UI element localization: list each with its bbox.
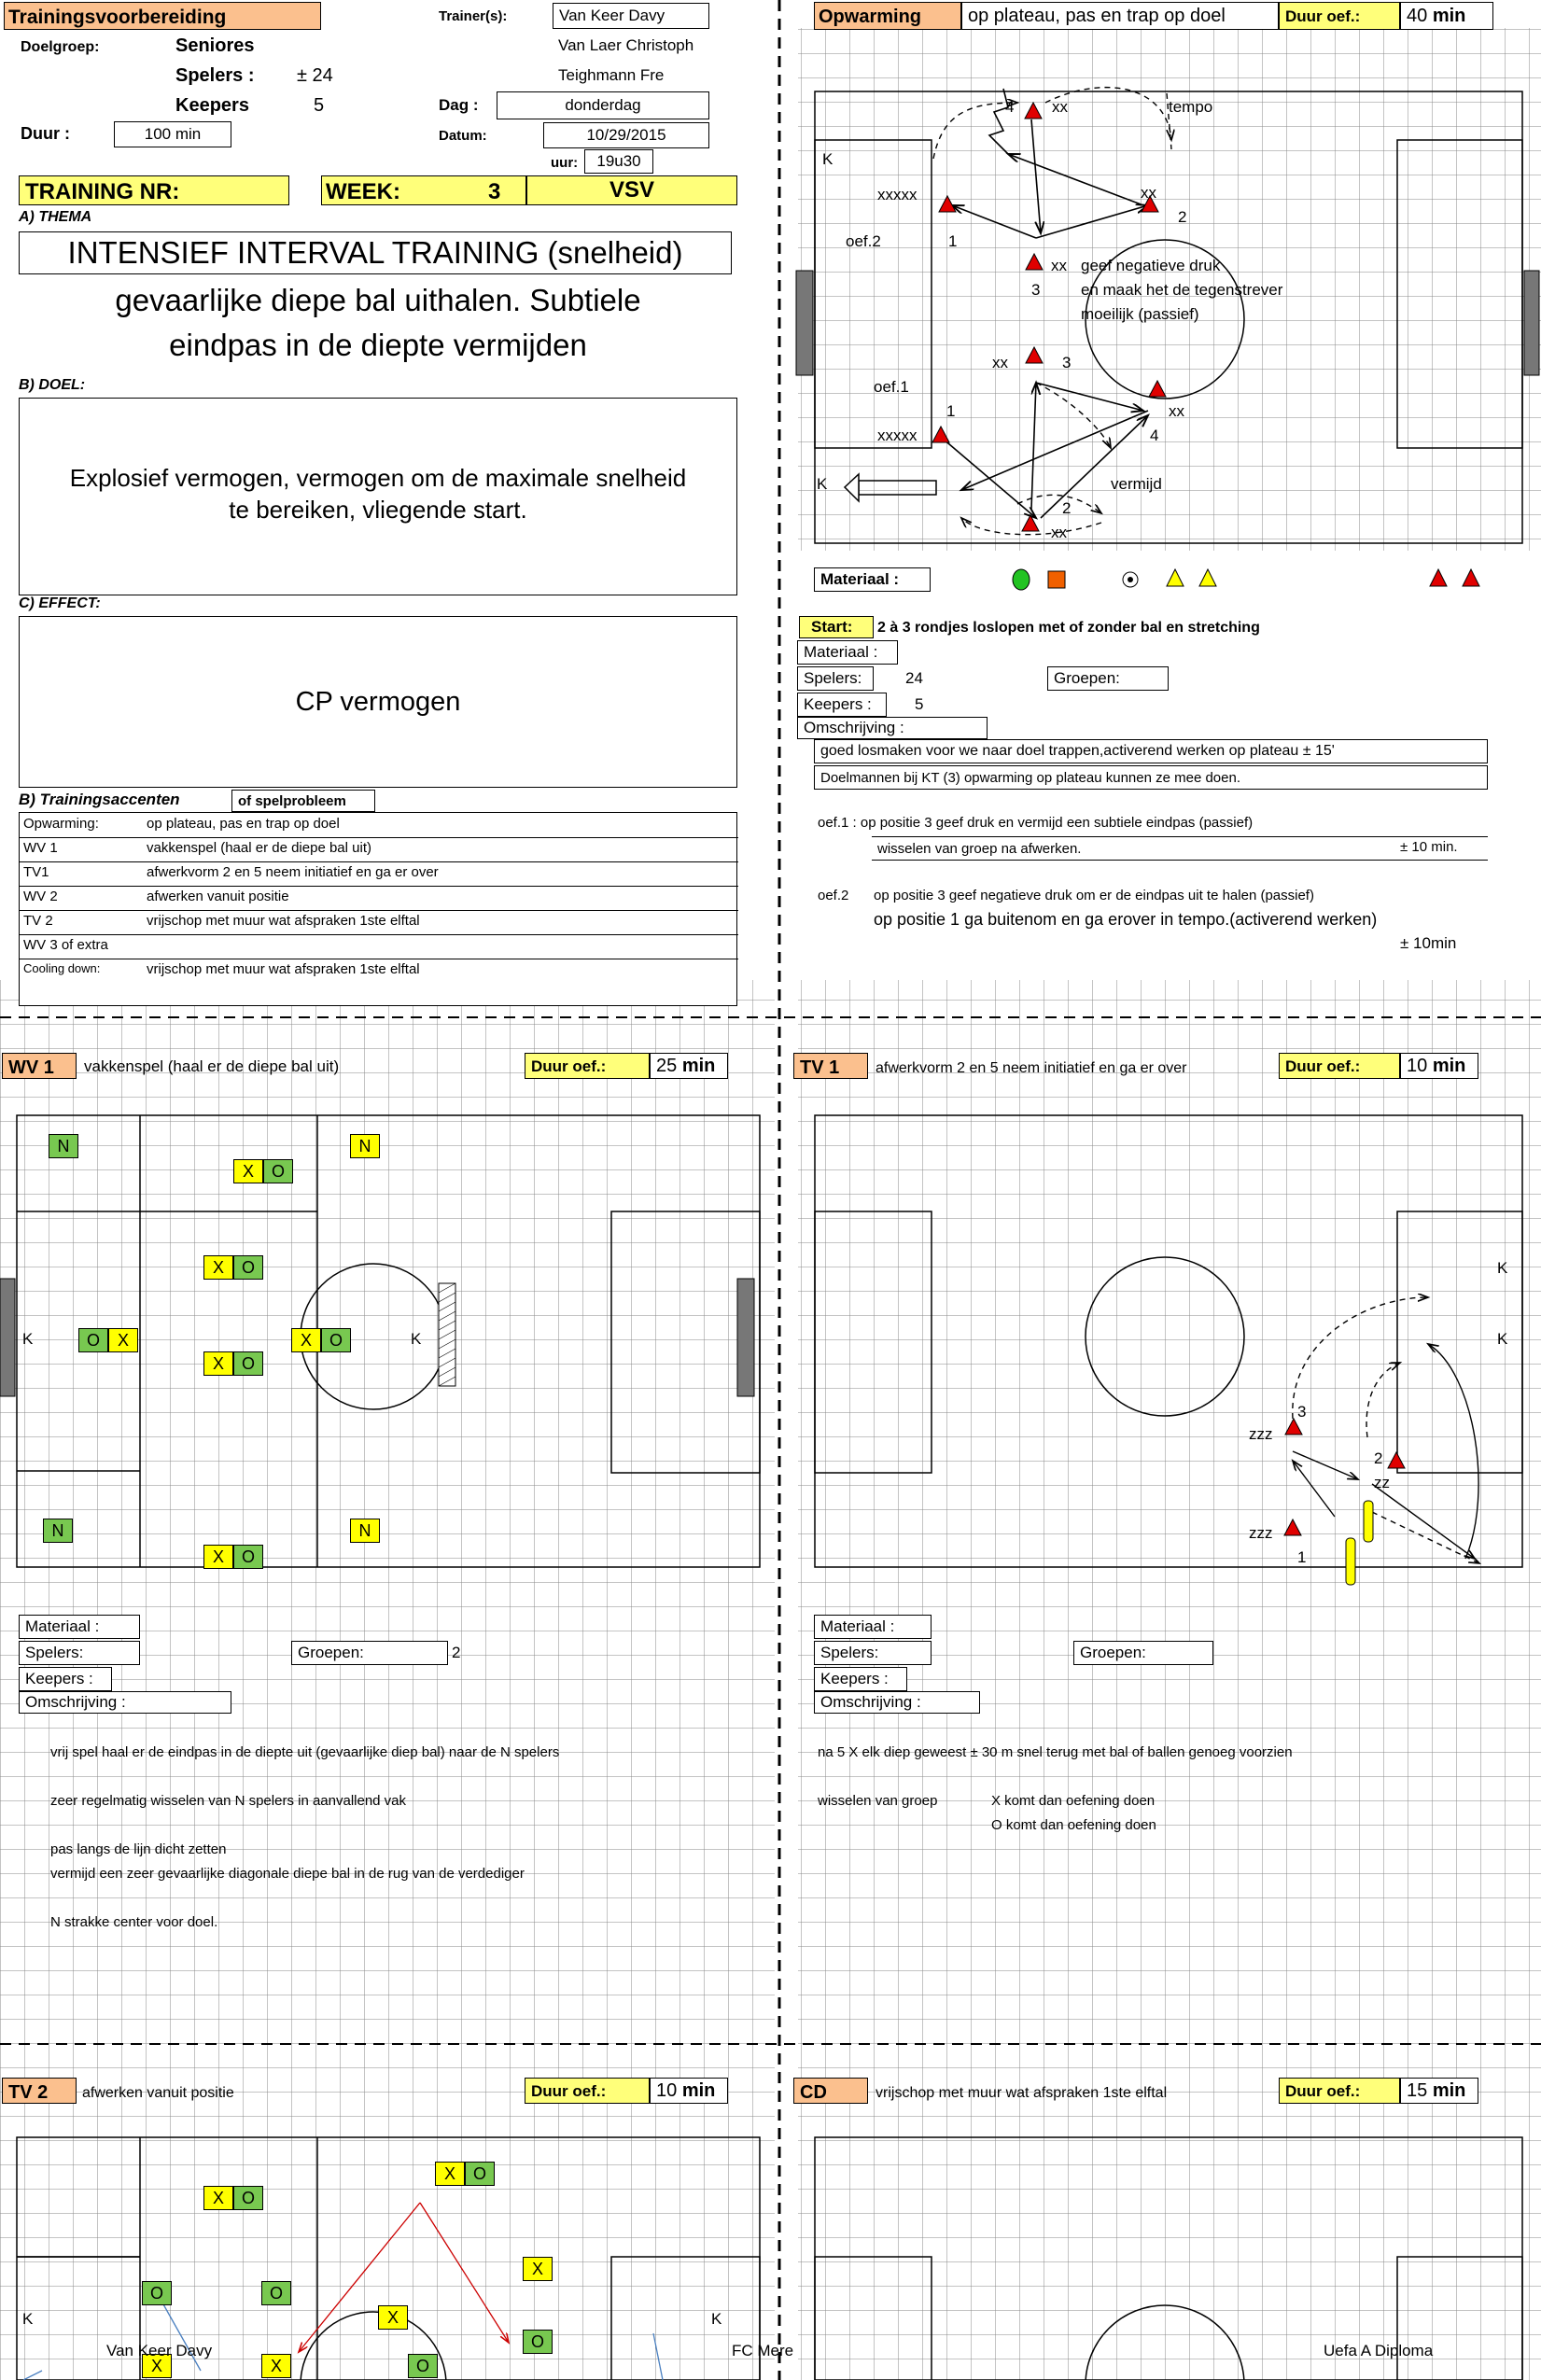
- diagram-label: 4: [1150, 427, 1159, 444]
- diagram-label: moeilijk (passief): [1081, 305, 1199, 323]
- diagram-label: xx: [1141, 184, 1156, 202]
- n-player: N: [350, 1519, 380, 1543]
- diagram-label: xx: [1169, 402, 1184, 420]
- tv1-label-cell: [793, 1053, 868, 1079]
- spelers-label: Spelers :: [175, 65, 255, 86]
- wv1-duur-cell: [525, 1053, 650, 1079]
- accenten-key: WV 2: [23, 889, 58, 904]
- start-omschrijving-label: Omschrijving :: [797, 717, 988, 739]
- tv2-label: TV 2: [8, 2082, 49, 2103]
- diagram-label: xxxxx: [877, 427, 918, 444]
- thema-title-box: [19, 231, 732, 274]
- wv1-groepen: 2: [452, 1644, 461, 1661]
- o-player: O: [465, 2162, 495, 2186]
- diagram-label: 4: [1005, 98, 1015, 116]
- accenten-table: [19, 812, 737, 1006]
- start-groepen-label: Groepen:: [1047, 666, 1169, 691]
- start-spelers-label: Spelers:: [797, 666, 874, 691]
- thema-title: INTENSIEF INTERVAL TRAINING (snelheid): [67, 235, 683, 270]
- start-keepers: 5: [915, 695, 924, 713]
- duur-label: Duur :: [21, 124, 70, 143]
- diagram-label: 2: [1374, 1449, 1383, 1467]
- opwarming-desc: op plateau, pas en trap op doel: [961, 2, 1279, 30]
- start-label-cell: [799, 616, 874, 638]
- x-player: X: [203, 1255, 233, 1280]
- tv1-desc: afwerkvorm 2 en 5 neem initiatief en ga er over: [876, 1060, 1187, 1076]
- wv1-omschrijving-label: Omschrijving :: [19, 1691, 231, 1714]
- wv1-label-cell: [2, 1053, 77, 1079]
- uur-value: 19u30: [584, 149, 653, 174]
- accenten-key: Cooling down:: [23, 961, 101, 975]
- accenten-row: [20, 837, 738, 862]
- cd-label: CD: [800, 2082, 827, 2103]
- wv1-keepers-label: Keepers :: [19, 1667, 112, 1691]
- accenten-key: TV1: [23, 864, 49, 880]
- diagram-label: zzz: [1249, 1425, 1273, 1443]
- o-player: O: [233, 1255, 263, 1280]
- x-player: X: [203, 2186, 233, 2210]
- o-player: O: [233, 1351, 263, 1376]
- title-cell: [4, 2, 321, 30]
- dag-value: donderdag: [497, 91, 709, 119]
- x-player: X: [142, 2354, 172, 2378]
- effect-text: CP vermogen: [295, 686, 461, 717]
- diagram-label: en maak het de tegenstrever: [1081, 281, 1283, 299]
- doelgroep-label: Doelgroep:: [21, 39, 100, 55]
- diagram-label: xx: [1051, 257, 1067, 274]
- accenten-value: afwerkvorm 2 en 5 neem initiatief en ga er over: [147, 864, 439, 880]
- start-line: op positie 1 ga buitenom en ga erover in tempo.(activerend werken): [874, 910, 1378, 929]
- opwarming-duur-cell: [1279, 2, 1400, 30]
- keeper-label: K: [22, 1330, 34, 1348]
- start-line: op positie 3 geef negatieve druk om er de eindpas uit te halen (passief): [874, 888, 1314, 903]
- effect-box: [19, 616, 737, 788]
- accenten-row: [20, 959, 738, 983]
- tv1-groepen-label: Groepen:: [1073, 1641, 1213, 1665]
- accenten-value: afwerken vanuit positie: [147, 889, 289, 904]
- start-line: wisselen van groep na afwerken.: [872, 836, 1488, 861]
- accenten-row: [20, 886, 738, 911]
- tv1-line: O komt dan oefening doen: [991, 1817, 1156, 1833]
- o-player: O: [78, 1328, 108, 1352]
- keeper-label: K: [22, 2310, 34, 2328]
- tv1-keepers-label: Keepers :: [814, 1667, 907, 1691]
- start-keepers-label: Keepers :: [797, 693, 887, 717]
- training-nr-label: TRAINING NR:: [25, 179, 180, 204]
- n-player: N: [43, 1519, 73, 1543]
- footer-right: Uefa A Diploma: [1324, 2342, 1434, 2359]
- accenten-value: vrijschop met muur wat afspraken 1ste elftal: [147, 913, 420, 929]
- n-player: N: [350, 1134, 380, 1158]
- accenten-value: vakkenspel (haal er de diepe bal uit): [147, 840, 371, 856]
- diagram-label: xx: [992, 354, 1008, 371]
- x-player: X: [203, 1351, 233, 1376]
- tv1-omschrijving-label: Omschrijving :: [814, 1691, 980, 1714]
- tv2-duur-label: Duur oef.:: [531, 2082, 607, 2100]
- diagram-label: zzz: [1249, 1524, 1273, 1542]
- opwarming-materiaal-label: Materiaal :: [814, 567, 931, 592]
- diagram-label: tempo: [1169, 98, 1213, 116]
- keepers-label: Keepers: [175, 95, 249, 116]
- week-value: 3: [488, 179, 501, 204]
- opwarming-label-cell: [814, 2, 961, 30]
- wv1-line: N strakke center voor doel.: [50, 1914, 218, 1930]
- start-spelers: 24: [905, 669, 923, 687]
- diagram-label: xx: [1051, 524, 1067, 541]
- thema-subtitle-1: gevaarlijke diepe bal uithalen. Subtiele: [115, 283, 641, 317]
- tv1-spelers-label: Spelers:: [814, 1641, 932, 1665]
- tv1-label: TV 1: [800, 1057, 840, 1078]
- accenten-value: op plateau, pas en trap op doel: [147, 816, 340, 832]
- start-text: 2 à 3 rondjes loslopen met of zonder bal en stretching: [877, 620, 1260, 636]
- cd-desc: vrijschop met muur wat afspraken 1ste elftal: [876, 2085, 1168, 2101]
- x-player: X: [108, 1328, 138, 1352]
- accenten-key: WV 1: [23, 840, 58, 856]
- thema-label: A) THEMA: [19, 209, 92, 225]
- wv1-materiaal-label: Materiaal :: [19, 1615, 140, 1639]
- x-player: X: [378, 2305, 408, 2330]
- n-player: N: [49, 1134, 78, 1158]
- accenten-row: [20, 813, 738, 838]
- x-player: X: [233, 1159, 263, 1183]
- diagram-label: 3: [1062, 354, 1072, 371]
- o-player: O: [261, 2281, 291, 2305]
- tv1-duur: 10 min: [1400, 1053, 1478, 1079]
- cd-label-cell: [793, 2078, 868, 2104]
- wv1-duur-label: Duur oef.:: [531, 1057, 607, 1075]
- keeper-label: K: [1497, 1330, 1508, 1348]
- keeper-label: K: [711, 2310, 722, 2328]
- x-player: X: [291, 1328, 321, 1352]
- diagram-label: vermijd: [1111, 475, 1162, 493]
- datum-value: 10/29/2015: [543, 122, 709, 148]
- accenten-row: [20, 861, 738, 887]
- opwarming-duur-label: Duur oef.:: [1285, 7, 1361, 25]
- tv2-duur: 10 min: [650, 2078, 728, 2104]
- week-cell: [321, 175, 526, 205]
- diagram-label: xxxxx: [877, 186, 918, 203]
- start-line: ± 10 min.: [1400, 839, 1458, 855]
- o-player: O: [233, 1545, 263, 1569]
- accenten-value: vrijschop met muur wat afspraken 1ste elftal: [147, 961, 420, 977]
- diagram-label: oef.1: [874, 378, 909, 396]
- diagram-label: 1: [948, 232, 958, 250]
- datum-label: Datum:: [439, 128, 487, 144]
- doel-line-2: te bereiken, vliegende start.: [229, 496, 527, 524]
- cd-duur-label: Duur oef.:: [1285, 2082, 1361, 2100]
- diagram-label: 3: [1031, 281, 1041, 299]
- start-line: ± 10min: [1400, 934, 1457, 952]
- club-cell: [526, 175, 737, 205]
- page-title: Trainingsvoorbereiding: [8, 7, 227, 28]
- diagram-label: oef.2: [846, 232, 881, 250]
- spelers-value: ± 24: [297, 65, 333, 86]
- effect-label: C) EFFECT:: [19, 595, 101, 611]
- doelgroep-value: Seniores: [175, 35, 255, 56]
- opwarming-label: Opwarming: [819, 7, 922, 27]
- diagram-label: 3: [1297, 1403, 1307, 1421]
- o-player: O: [523, 2330, 553, 2354]
- wv1-groepen-label: Groepen:: [291, 1641, 448, 1665]
- o-player: O: [263, 1159, 293, 1183]
- trainer-1: Van Keer Davy: [553, 3, 709, 29]
- start-label: Start:: [811, 618, 853, 636]
- wv1-line: pas langs de lijn dicht zetten: [50, 1841, 227, 1857]
- club-name: VSV: [609, 177, 655, 203]
- o-player: O: [321, 1328, 351, 1352]
- start-line: Doelmannen bij KT (3) opwarming op plateau kunnen ze mee doen.: [814, 765, 1488, 790]
- diagram-label: 1: [1297, 1548, 1307, 1566]
- keepers-value: 5: [314, 95, 325, 116]
- duur-value: 100 min: [114, 121, 231, 147]
- accenten-key: Opwarming:: [23, 816, 99, 832]
- wv1-line: vrij spel haal er de eindpas in de diepte uit (gevaarlijke diep bal) naar de N spelers: [50, 1744, 560, 1760]
- start-line: oef.2: [818, 888, 849, 903]
- tv1-duur-label: Duur oef.:: [1285, 1057, 1361, 1075]
- training-nr-cell: [19, 175, 289, 205]
- thema-subtitle-2: eindpas in de diepte vermijden: [169, 328, 587, 362]
- accenten-key: WV 3 of extra: [23, 937, 108, 953]
- diagram-label: geef negatieve druk: [1081, 257, 1221, 274]
- dag-label: Dag :: [439, 96, 479, 114]
- tv2-duur-cell: [525, 2078, 650, 2104]
- diagram-label: xx: [1052, 98, 1068, 116]
- accenten-key: TV 2: [23, 913, 53, 929]
- diagram-label: K: [817, 475, 828, 493]
- accenten-row: [20, 934, 738, 959]
- wv1-desc: vakkenspel (haal er de diepe bal uit): [84, 1057, 340, 1075]
- week-label: WEEK:: [326, 179, 400, 204]
- tv1-duur-cell: [1279, 1053, 1400, 1079]
- start-line: goed losmaken voor we naar doel trappen,activerend werken op plateau ± 15': [814, 739, 1488, 763]
- tv1-materiaal-label: Materiaal :: [814, 1615, 932, 1639]
- wv1-duur: 25 min: [650, 1053, 728, 1079]
- o-player: O: [408, 2354, 438, 2378]
- start-line: oef.1 : op positie 3 geef druk en vermijd een subtiele eindpas (passief): [818, 815, 1254, 831]
- trainer-label: Trainer(s):: [439, 8, 508, 24]
- footer-center: FC Mere: [732, 2342, 794, 2359]
- tv1-line: na 5 X elk diep geweest ± 30 m snel terug met bal of ballen genoeg voorzien: [818, 1744, 1293, 1760]
- keeper-label: K: [411, 1330, 422, 1348]
- doel-label: B) DOEL:: [19, 377, 86, 393]
- tv2-label-cell: [2, 2078, 77, 2104]
- keeper-label: K: [1497, 1259, 1508, 1277]
- cd-duur-cell: [1279, 2078, 1400, 2104]
- tv1-line: X komt dan oefening doen: [991, 1793, 1156, 1809]
- o-player: O: [233, 2186, 263, 2210]
- opwarming-duur: 40 min: [1400, 2, 1493, 30]
- accenten-label-2: of spelprobleem: [231, 790, 375, 812]
- trainer-2: Van Laer Christoph: [553, 33, 730, 59]
- diagram-label: 2: [1062, 499, 1072, 517]
- wv1-line: zeer regelmatig wisselen van N spelers in aanvallend vak: [50, 1793, 407, 1809]
- x-player: X: [261, 2354, 291, 2378]
- tv2-desc: afwerken vanuit positie: [82, 2085, 234, 2101]
- diagram-label: 2: [1178, 208, 1187, 226]
- tv1-line: wisselen van groep: [818, 1793, 938, 1809]
- diagram-label: K: [822, 150, 834, 168]
- accenten-row: [20, 910, 738, 935]
- x-player: X: [435, 2162, 465, 2186]
- x-player: X: [523, 2257, 553, 2281]
- o-player: O: [142, 2281, 172, 2305]
- diagram-label: zz: [1374, 1474, 1390, 1491]
- wv1-spelers-label: Spelers:: [19, 1641, 140, 1665]
- wv1-label: WV 1: [8, 1057, 54, 1078]
- x-player: X: [203, 1545, 233, 1569]
- doel-line-1: Explosief vermogen, vermogen om de maximale snelheid: [69, 464, 687, 492]
- cd-duur: 15 min: [1400, 2078, 1478, 2104]
- accenten-label: B) Trainingsaccenten: [19, 791, 180, 808]
- footer-left: Van Keer Davy: [106, 2342, 213, 2359]
- diagram-label: 1: [946, 402, 956, 420]
- uur-label: uur:: [551, 155, 579, 171]
- start-materiaal-label: Materiaal :: [797, 640, 898, 665]
- wv1-line: vermijd een zeer gevaarlijke diagonale diepe bal in de rug van de verdediger: [50, 1866, 525, 1882]
- trainer-3: Teighmann Fre: [553, 63, 730, 89]
